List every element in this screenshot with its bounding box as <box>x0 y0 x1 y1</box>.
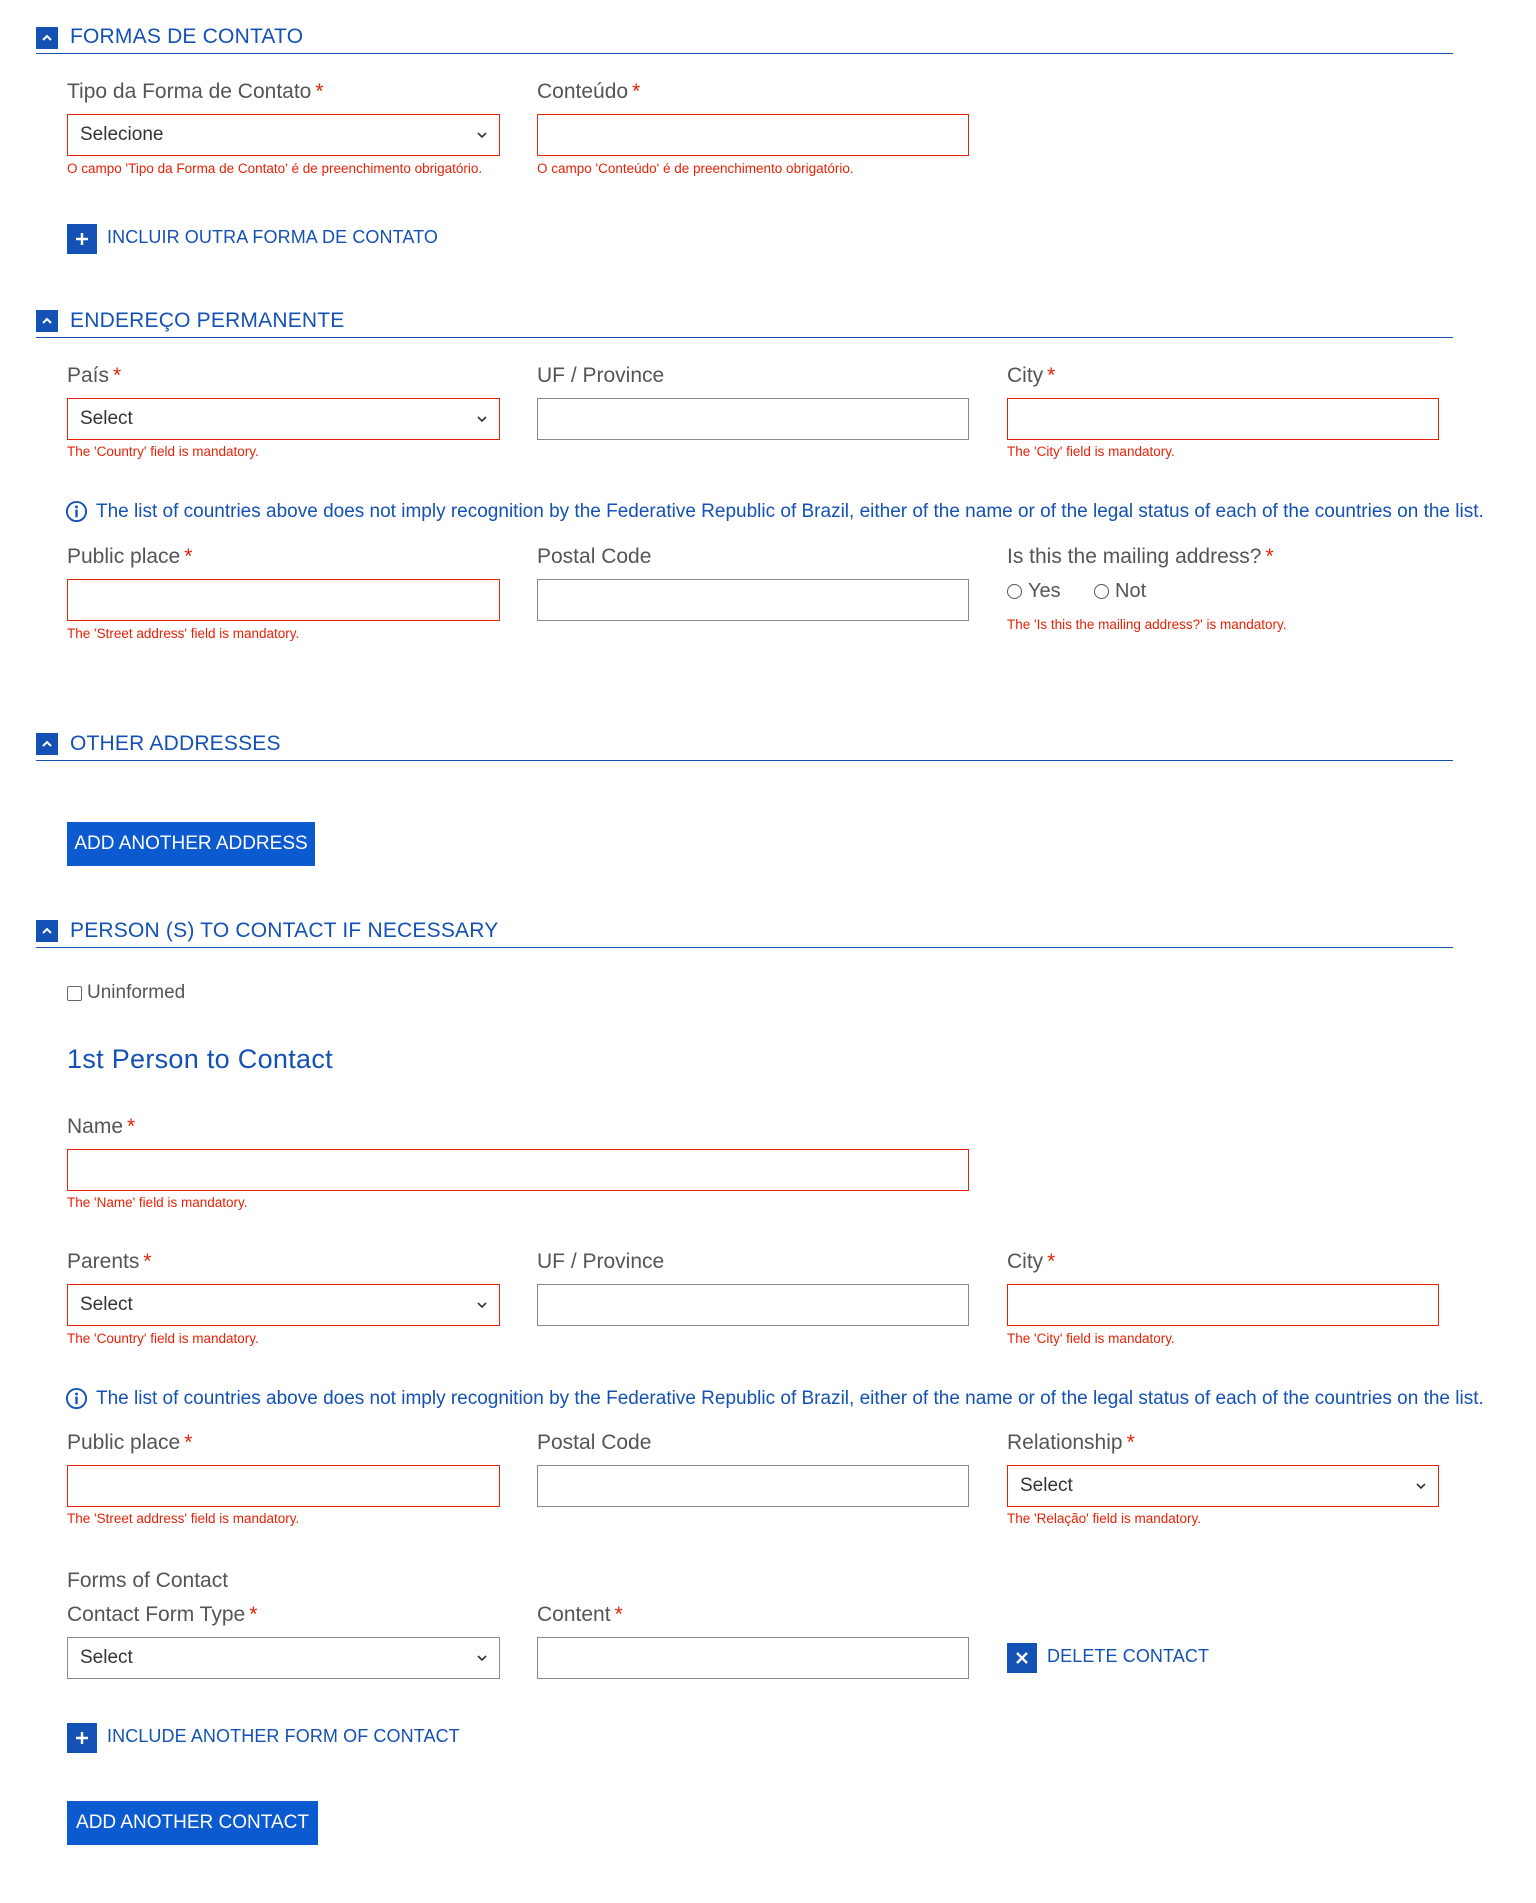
mailing-no-radio[interactable] <box>1094 580 1146 603</box>
city-input[interactable] <box>1007 398 1439 440</box>
mailing-yes-label: Yes <box>1028 580 1061 602</box>
country-error: The 'Country' field is mandatory. <box>67 444 259 459</box>
mailing-address-error: The 'Is this the mailing address?' is mandatory. <box>1007 617 1287 632</box>
chevron-down-icon <box>475 1298 489 1312</box>
street-error: The 'Street address' field is mandatory. <box>67 626 300 641</box>
relationship-label: Relationship * <box>1007 1431 1135 1454</box>
close-icon <box>1015 1651 1029 1665</box>
chevron-down-icon <box>475 412 489 426</box>
postal-code-label: Postal Code <box>537 545 652 568</box>
contact-forms-section-title: FORMAS DE CONTATO <box>70 25 304 48</box>
add-person-contact-form-link[interactable]: INCLUDE ANOTHER FORM OF CONTACT <box>107 1726 460 1746</box>
postal-code-input[interactable] <box>537 579 969 621</box>
country-label: País * <box>67 364 122 387</box>
city-error: The 'City' field is mandatory. <box>1007 444 1175 459</box>
chevron-up-icon <box>41 315 53 327</box>
contact-content-error: O campo 'Conteúdo' é de preenchimento obrigatório. <box>537 161 854 176</box>
contact-type-select[interactable]: Selecione <box>67 114 500 156</box>
collapse-persons-to-contact-button[interactable] <box>36 920 58 942</box>
street-input[interactable] <box>67 579 500 621</box>
person-countries-disclaimer-text: The list of countries above does not imply recognition by the Federative Republic of Brazil, either of the name or of the legal status of each of the countries on the list. <box>96 1387 1484 1409</box>
person-country-select[interactable]: Select <box>67 1284 500 1326</box>
person-name-error: The 'Name' field is mandatory. <box>67 1195 248 1210</box>
person-city-label: City * <box>1007 1250 1056 1273</box>
mailing-address-label: Is this the mailing address? * <box>1007 545 1274 568</box>
chevron-up-icon <box>41 925 53 937</box>
relationship-error: The 'Relação' field is mandatory. <box>1007 1511 1201 1526</box>
persons-to-contact-section-title: PERSON (S) TO CONTACT IF NECESSARY <box>70 919 499 942</box>
street-label: Public place * <box>67 545 193 568</box>
contact-type-label: Tipo da Forma de Contato * <box>67 80 324 103</box>
checkbox-box <box>67 986 82 1001</box>
person-province-label: UF / Province <box>537 1250 665 1273</box>
person-country-label: Parents * <box>67 1250 152 1273</box>
contact-content-input[interactable] <box>537 114 969 156</box>
delete-contact-link[interactable]: DELETE CONTACT <box>1047 1646 1210 1666</box>
person-content-input[interactable] <box>537 1637 969 1679</box>
permanent-address-section-title: ENDEREÇO PERMANENTE <box>70 309 345 332</box>
section-divider <box>36 337 1453 338</box>
province-input[interactable] <box>537 398 969 440</box>
add-another-contact-button[interactable]: ADD ANOTHER CONTACT <box>67 1801 318 1845</box>
countries-disclaimer-text: The list of countries above does not imply recognition by the Federative Republic of Brazil, either of the name or of the legal status of each of the countries on the list. <box>96 500 1484 522</box>
uninformed-label: Uninformed <box>87 982 186 1003</box>
person-name-input[interactable] <box>67 1149 969 1191</box>
collapse-permanent-address-button[interactable] <box>36 310 58 332</box>
person-street-error: The 'Street address' field is mandatory. <box>67 1511 300 1526</box>
chevron-down-icon <box>475 1651 489 1665</box>
contact-content-label: Conteúdo * <box>537 80 641 103</box>
person-city-input[interactable] <box>1007 1284 1439 1326</box>
radio-circle <box>1007 584 1022 599</box>
person-city-error: The 'City' field is mandatory. <box>1007 1331 1175 1346</box>
province-label: UF / Province <box>537 364 665 387</box>
other-addresses-section-title: OTHER ADDRESSES <box>70 732 281 755</box>
collapse-contact-forms-button[interactable] <box>36 27 58 49</box>
info-icon <box>65 500 88 523</box>
city-label: City * <box>1007 364 1056 387</box>
forms-of-contact-heading: Forms of Contact <box>67 1569 229 1592</box>
chevron-down-icon <box>475 128 489 142</box>
relationship-select[interactable]: Select <box>1007 1465 1439 1507</box>
person-street-label: Public place * <box>67 1431 193 1454</box>
section-divider <box>36 760 1453 761</box>
section-divider <box>36 53 1453 54</box>
add-contact-form-plus-button[interactable] <box>67 224 97 254</box>
person-street-input[interactable] <box>67 1465 500 1507</box>
person-contact-type-select[interactable]: Select <box>67 1637 500 1679</box>
countries-disclaimer <box>65 500 1484 523</box>
person-name-label: Name * <box>67 1115 136 1138</box>
person-country-error: The 'Country' field is mandatory. <box>67 1331 259 1346</box>
radio-circle <box>1094 584 1109 599</box>
chevron-up-icon <box>41 738 53 750</box>
person-countries-disclaimer <box>65 1387 1484 1410</box>
person-contact-type-label: Contact Form Type * <box>67 1603 258 1626</box>
country-select[interactable]: Select <box>67 398 500 440</box>
contact-type-error: O campo 'Tipo da Forma de Contato' é de preenchimento obrigatório. <box>67 161 483 176</box>
first-person-heading: 1st Person to Contact <box>67 1044 333 1074</box>
mailing-yes-radio[interactable] <box>1007 580 1061 603</box>
person-postal-code-label: Postal Code <box>537 1431 652 1454</box>
mailing-no-label: Not <box>1115 580 1147 602</box>
info-icon <box>65 1387 88 1410</box>
section-divider <box>36 947 1453 948</box>
person-province-input[interactable] <box>537 1284 969 1326</box>
person-content-label: Content * <box>537 1603 623 1626</box>
add-another-address-button[interactable]: ADD ANOTHER ADDRESS <box>67 822 315 866</box>
collapse-other-addresses-button[interactable] <box>36 733 58 755</box>
add-person-contact-form-plus-button[interactable] <box>67 1723 97 1753</box>
person-postal-code-input[interactable] <box>537 1465 969 1507</box>
uninformed-checkbox[interactable] <box>67 982 185 1004</box>
add-contact-form-link[interactable]: INCLUIR OUTRA FORMA DE CONTATO <box>107 227 439 247</box>
plus-icon <box>75 232 89 246</box>
delete-contact-x-button[interactable] <box>1007 1643 1037 1673</box>
chevron-up-icon <box>41 32 53 44</box>
plus-icon <box>75 1731 89 1745</box>
chevron-down-icon <box>1414 1479 1428 1493</box>
